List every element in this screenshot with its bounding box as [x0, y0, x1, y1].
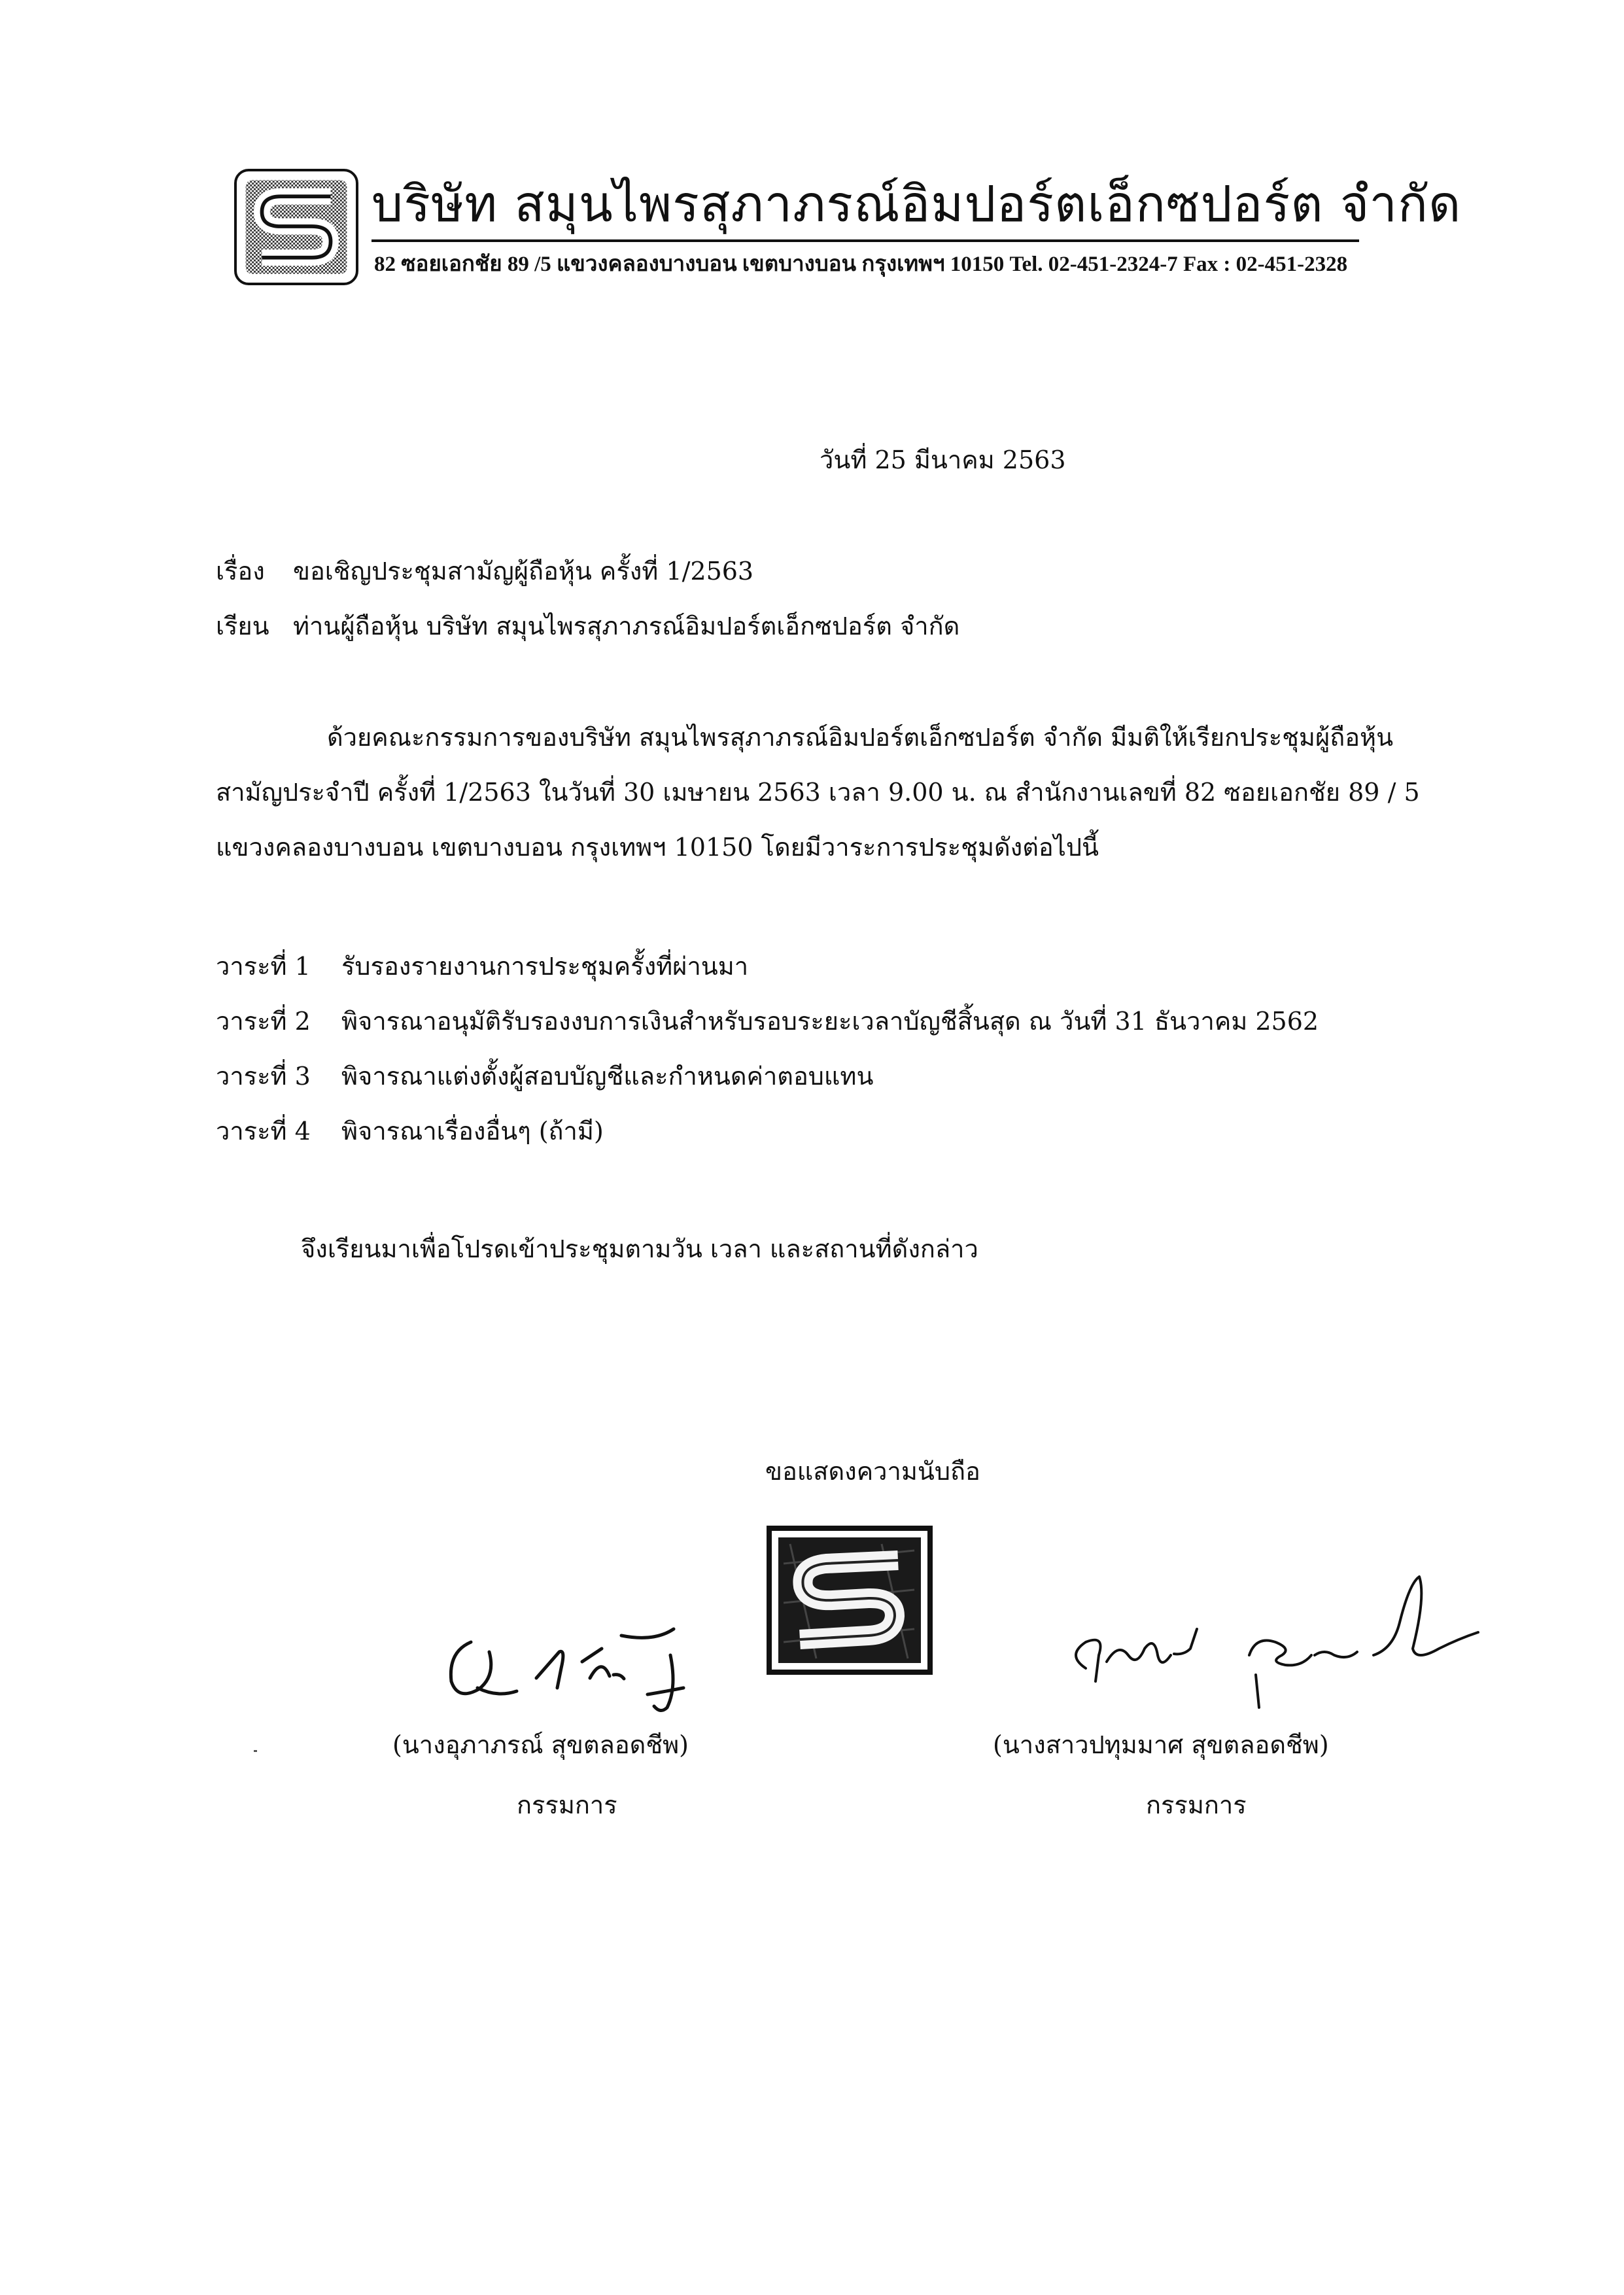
agenda-text: พิจารณาอนุมัติรับรองงบการเงินสำหรับรอบระยะเวลาบัญชีสิ้นสุด ณ วันที่ 31 ธันวาคม 2562	[341, 1007, 1319, 1036]
agenda-item	[216, 1059, 1319, 1113]
agenda-number: วาระที่ 1	[216, 952, 311, 981]
right-signature	[1060, 1557, 1491, 1721]
agenda-item	[216, 1113, 1319, 1168]
letterhead-divider	[371, 239, 1359, 242]
company-logo	[234, 169, 358, 285]
agenda-text: พิจารณาเรื่องอื่นๆ (ถ้ามี)	[341, 1117, 604, 1146]
agenda-item	[216, 1004, 1319, 1059]
closing-sentence: จึงเรียนมาเพื่อโปรดเข้าประชุมตามวัน เวลา และสถานที่ดังกล่าว	[301, 1235, 978, 1263]
agenda-number: วาระที่ 3	[216, 1062, 311, 1091]
company-address: 82 ซอยเอกชัย 89 /5 แขวงคลองบางบอน เขตบางบอน กรุงเทพฯ 10150 Tel. 02-451-2324-7 Fax : 02-451-2328	[374, 253, 1348, 276]
left-signature	[438, 1616, 713, 1721]
body-paragraph	[216, 720, 1491, 885]
agenda-item	[216, 949, 1319, 1004]
recipient-label: เรียน	[216, 612, 269, 640]
subject-row	[216, 553, 753, 589]
handwritten-signature-icon	[1060, 1557, 1491, 1721]
company-name: บริษัท สมุนไพรสุภาภรณ์อิมปอร์ตเอ็กซปอร์ต จำกัด	[371, 175, 1462, 233]
body-line: ด้วยคณะกรรมการของบริษัท สมุนไพรสุภาภรณ์อิมปอร์ตเอ็กซปอร์ต จำกัด มีมติให้เรียกประชุมผู้ถือหุ้น	[327, 723, 1394, 752]
company-seal-icon	[764, 1524, 935, 1676]
agenda-number: วาระที่ 2	[216, 1007, 311, 1036]
left-signatory-name: (นางอุภาภรณ์ สุขตลอดชีพ)	[392, 1730, 689, 1759]
agenda-text: พิจารณาแต่งตั้งผู้สอบบัญชีและกำหนดค่าตอบแทน	[341, 1062, 874, 1091]
letter-date: วันที่ 25 มีนาคม 2563	[820, 446, 1066, 474]
stylized-s-logo-icon	[237, 171, 356, 283]
right-signatory-title: กรรมการ	[1146, 1791, 1247, 1819]
right-signatory-name: (นางสาวปทุมมาศ สุขตลอดชีพ)	[993, 1730, 1329, 1759]
left-signatory-title: กรรมการ	[517, 1791, 617, 1819]
agenda-number: วาระที่ 4	[216, 1117, 311, 1146]
scan-speck	[254, 1750, 257, 1752]
body-line: แขวงคลองบางบอน เขตบางบอน กรุงเทพฯ 10150 โดยมีวาระการประชุมดังต่อไปนี้	[216, 833, 1099, 862]
subject-text: ขอเชิญประชุมสามัญผู้ถือหุ้น ครั้งที่ 1/2563	[293, 557, 754, 586]
company-seal	[764, 1524, 935, 1676]
recipient-text: ท่านผู้ถือหุ้น บริษัท สมุนไพรสุภาภรณ์อิมปอร์ตเอ็กซปอร์ต จำกัด	[293, 612, 960, 640]
subject-label: เรื่อง	[216, 557, 265, 586]
agenda-text: รับรองรายงานการประชุมครั้งที่ผ่านมา	[341, 952, 749, 981]
body-line: สามัญประจำปี ครั้งที่ 1/2563 ในวันที่ 30 เมษายน 2563 เวลา 9.00 น. ณ สำนักงานเลขที่ 82 ซอยเอกชัย 89 / 5	[216, 778, 1420, 807]
agenda-list	[216, 949, 1319, 1168]
regards-line: ขอแสดงความนับถือ	[765, 1457, 980, 1486]
handwritten-signature-icon	[438, 1616, 713, 1721]
recipient-row	[216, 608, 959, 644]
